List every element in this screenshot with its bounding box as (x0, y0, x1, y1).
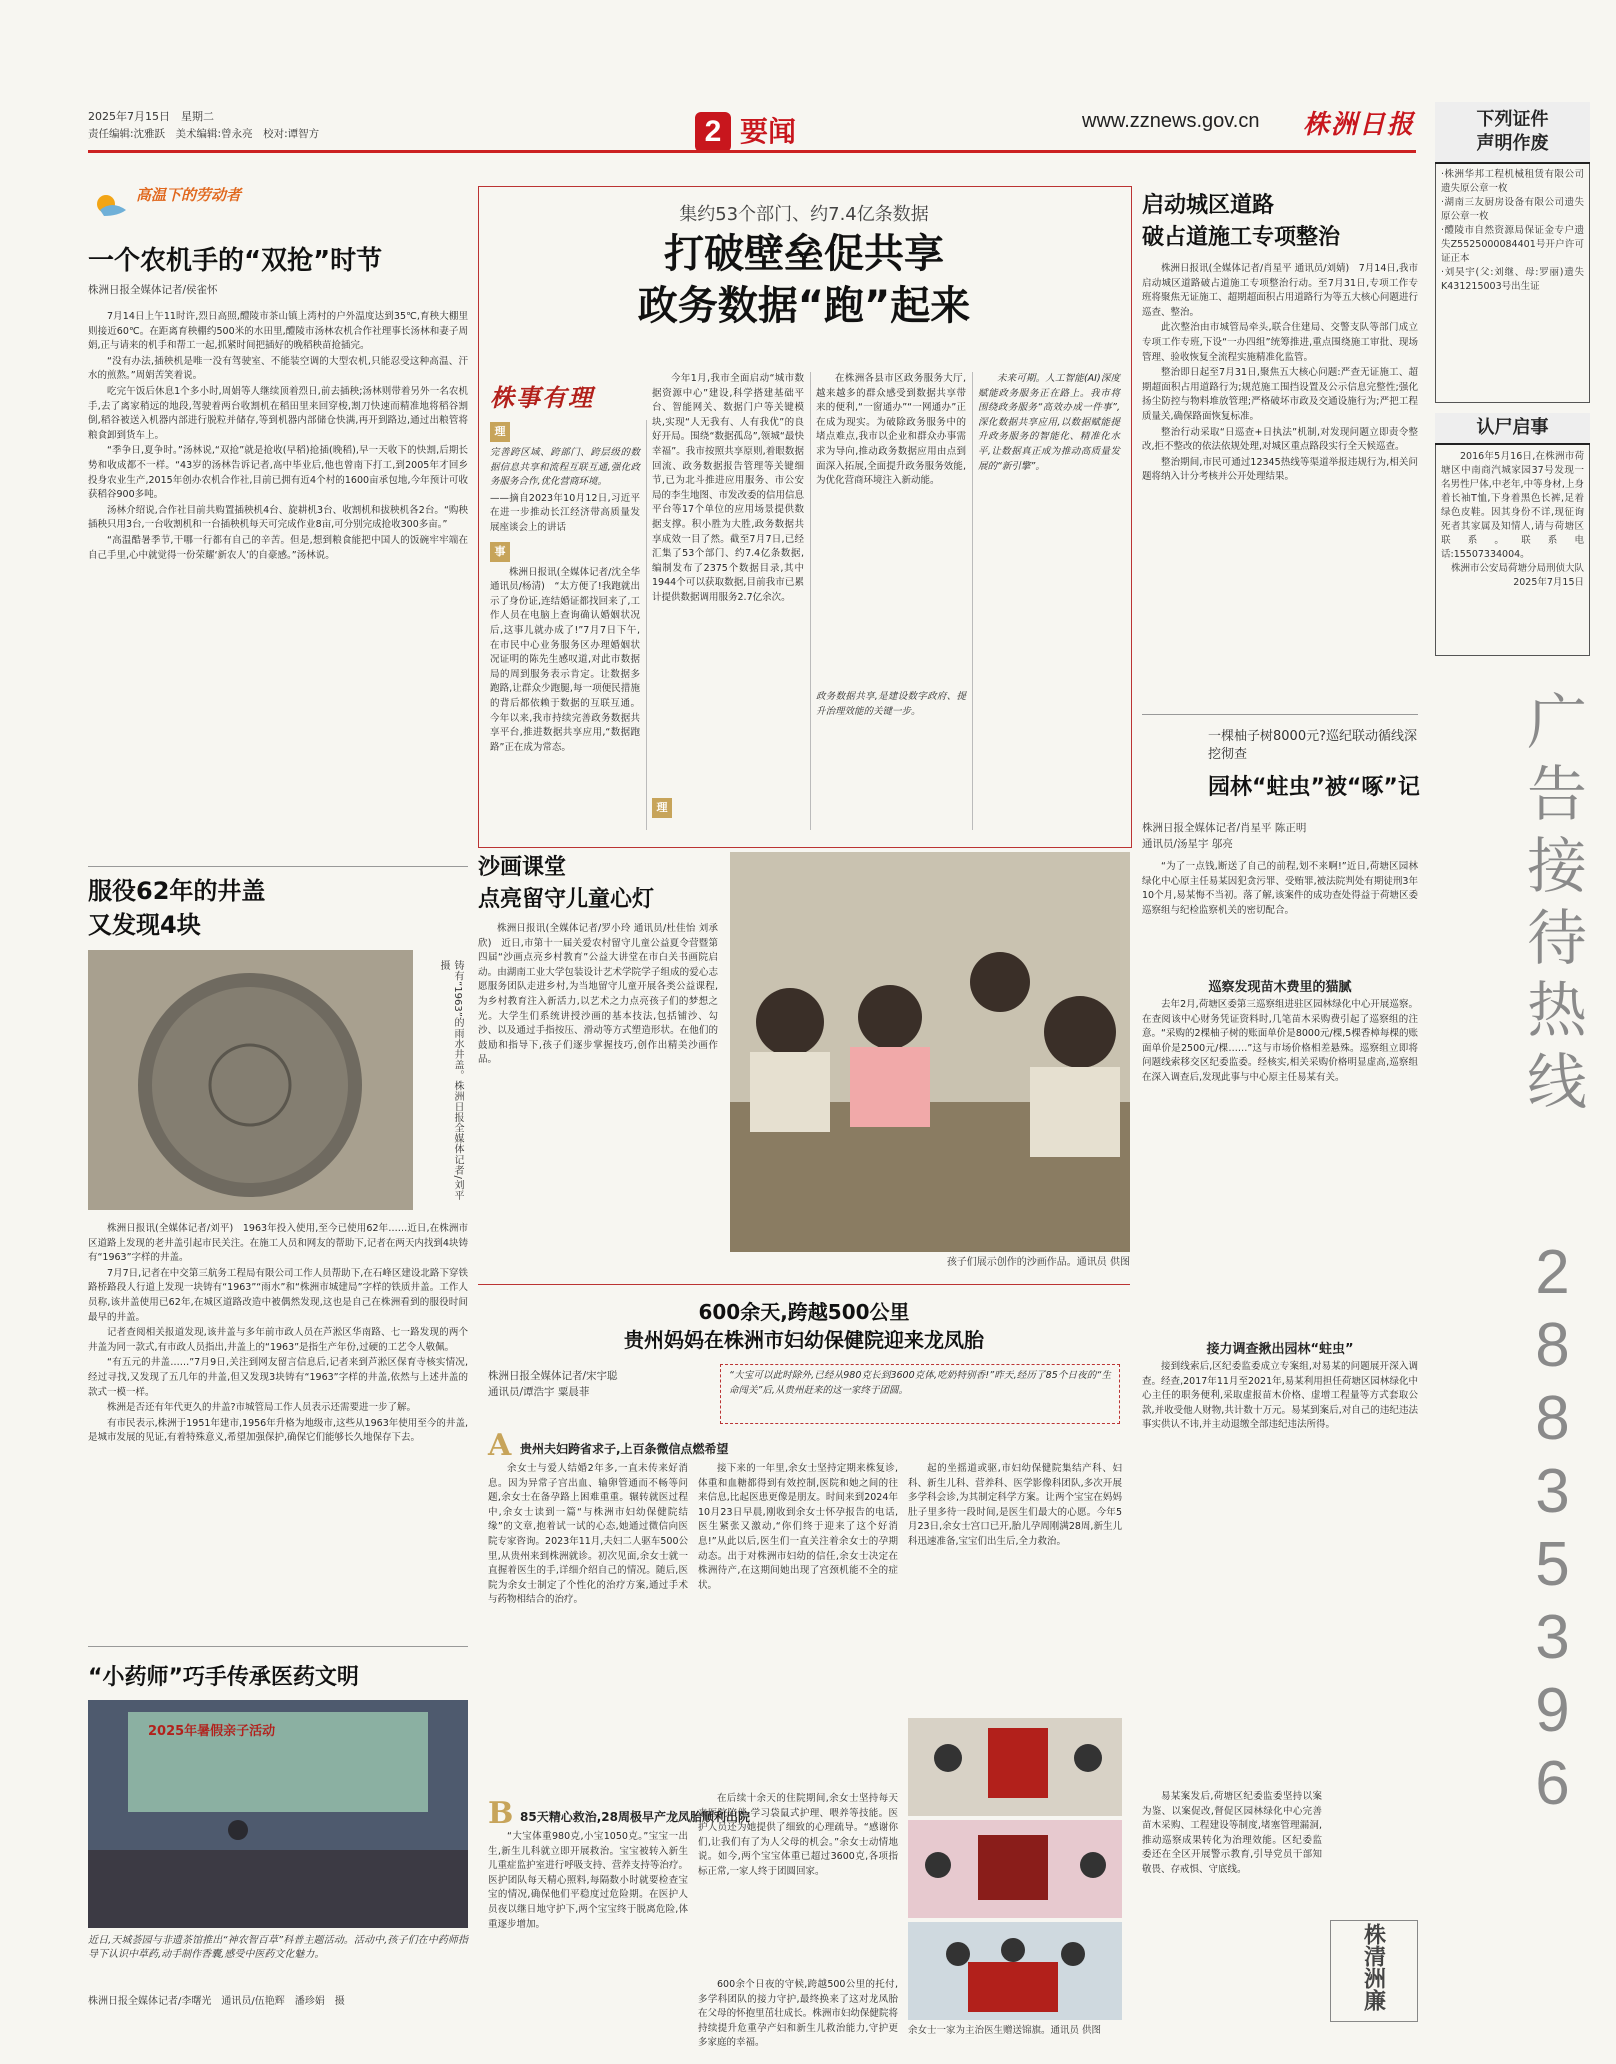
farmer-paragraph: 7月14日上午11时许,烈日高照,醴陵市茶山镇上湾村的户外温度达到35℃,育秧大棚里则接近60℃。在距离育秧棚约500米的水田里,醴陵市汤林农机合作社理事长汤林和妻子周娟,正与请来的机手和帮工一起,抓紧时间把插好的晚稻秧苗抢插完。 (88, 311, 468, 352)
pomelo-brand-box (1330, 1920, 1418, 2022)
data-story-col-1 (490, 420, 640, 830)
section-tag: 事 (490, 542, 510, 562)
section-tag: 理 (652, 798, 672, 818)
data-story-tag-3 (652, 796, 672, 818)
invalid-item: ·醴陵市自然资源局保证金专户遗失Z5525000084401号开户许可证正本 (1441, 225, 1584, 264)
hospital-section-a-letter: A (488, 1428, 512, 1463)
divider (646, 420, 647, 830)
hospital-box-top (478, 1284, 1130, 1285)
section-title: 要闻 (740, 115, 797, 148)
hospital-body-a1: 余女士与爱人结婚2年多,一直未传来好消息。因为异常子宫出血、输卵管通而不畅等问题,余女士在备孕路上困难重重。辗转就医过程中,余女士读到一篇“与株洲市妇幼保健院结缘”的文章,抱着试一试的心态,她通过微信向医院专家咨询。2023年11月,夫妇二人驱车500公里,从贵州来到株洲就诊。初次见面,余女士就一直握着医生的手,详细介绍自己的情况。随后,医院为余女士制定了个性化的治疗方案,通过手术与药物相结合的治疗。 (488, 1463, 688, 1606)
pomelo-body-a: “为了一点钱,断送了自己的前程,划不来啊!”近日,荷塘区园林绿化中心原主任易某因犯贪污罪、受贿罪,被法院判处有期徒刑3年10个月,易某悔不当初。落了解,该案件的成功查处得益于荷塘区委巡察组与纪检监察机关的密切配合。 (1142, 861, 1418, 916)
hospital-photo-1 (908, 1718, 1122, 1816)
data-story-closing: 政务数据共享,是建设数字政府、提升治理效能的关键一步。 (816, 691, 966, 717)
farmer-title: 一个农机手的“双抢”时节 (88, 246, 383, 276)
pomelo-byline: 株洲日报全媒体记者/肖星平 陈正明 通讯员/汤星宇 邬亮 (1142, 822, 1307, 850)
header-url[interactable]: www.zznews.gov.cn (1082, 110, 1260, 132)
divider (88, 866, 468, 867)
hospital-body-b2: 在后续十余天的住院期间,余女士坚持每天来医院陪伴,学习袋鼠式护理、喂养等技能。医护人员还为她提供了细致的心理疏导。“感谢你们,让我们有了为人父母的机会。”余女士动情地说。如今,两个宝宝体重已超过3600克,各项指标正常,一家人终于团圆回家。 (698, 1793, 898, 1877)
sand-body: 株洲日报讯(全媒体记者/罗小玲 通讯员/杜佳怡 刘承欣) 近日,市第十一届关爱农村留守儿童公益夏令营暨第四届“沙画点亮乡村教育”公益大讲堂在市白关书画院启动。由湖南工业大学包装设计艺术学院学子组成的爱心志愿服务团队走进乡村,为当地留守儿童开展各类公益课程,为乡村教育注入新活力,以艺术之力点亮孩子们的梦想之光。大学生们系统讲授沙画的基本技法,包括铺沙、勾沙、以及通过手指按压、滑动等方式塑造形状。在他们的鼓励和指导下,孩子们逐步掌握技巧,创作出精美沙画作品。 (478, 923, 718, 1066)
farmer-byline: 株洲日报全媒体记者/侯雀怀 (88, 284, 218, 296)
road-title: 启动城区道路 破占道施工专项整治 (1142, 193, 1341, 250)
invalid-item: ·株洲华邦工程机械租赁有限公司遗失原公章一枚 (1441, 169, 1584, 194)
hospital-photo-2 (908, 1820, 1122, 1918)
well-paragraph: 株洲是否还有年代更久的井盖?市城管局工作人员表示还需要进一步了解。 (107, 1402, 417, 1414)
hospital-quote-box (720, 1364, 1120, 1424)
road-body (1142, 262, 1418, 708)
farmer-paragraph: 汤林介绍说,合作社目前共购置插秧机4台、旋耕机3台、收割机和拔秧机各2台。“购秧插秧只用3台,一台收割机和一台插秧机每天可完成作业8亩,可分别完成抢收300多亩。” (88, 504, 468, 531)
well-paragraph: 7月7日,记者在中交第三航务工程局有限公司工作人员帮助下,在石峰区建设北路下穿铁路桥路段人行道上发现一块铸有“1963”“雨水”和“株洲市城建局”字样的铁质井盖。工作人员称,该井盖使用已62年,在城区道路改造中被偶然发现,这也是自己在株洲看到的服役时间最早的井盖。 (88, 1267, 468, 1323)
sand-title: 沙画课堂 点亮留守儿童心灯 (478, 855, 655, 912)
data-story-title-1: 打破壁垒促共享 (664, 231, 944, 277)
divider (88, 1646, 468, 1647)
farmer-paragraph: 吃完午饭后休息1个多小时,周娟等人继续顶着烈日,前去插秧;汤林则带着另外一名农机手,去了离家稍远的地段,驾驶着两台收割机在稻田里来回穿梭,割刀快速而精准地将稻谷割倒,稻谷被送入机器内部进行脱粒并储存,等到机器内部储仓快满,再开到路边,通过出粮管将粮食卸到货车上。 (88, 385, 468, 441)
pomelo-body-d: 易某案发后,荷塘区纪委监委坚持以案为鉴、以案促改,督促区园林绿化中心完善苗木采购、工程建设等制度,堵塞管理漏洞,推动巡察成果转化为治理效能。区纪委监委还在全区开展警示教育,引导党员干部知敬畏、存戒惧、守底线。 (1142, 1791, 1322, 1875)
page-number-badge (695, 112, 731, 152)
data-story-col-4: 未来可期。人工智能(AI)深度赋能政务服务正在路上。我市将围绕政务服务“高效办成一件事”,深化数据共享应用,以数据赋能提升政务服务的智能化、精准化水平,让数据真正成为推动高质量发展的“新引擎”。 (978, 373, 1120, 472)
road-paragraph: 整治即日起至7月31日,聚焦五大核心问题:严查无证施工、超期超面积占用道路行为;规范施工围挡设置及公示信息完整性;强化扬尘防控与物料堆放管理;严格破坏市政及交通设施行为;严把工程质量关,确保路面恢复标准。 (1142, 367, 1418, 422)
section-tag: 理 (490, 422, 510, 442)
data-story-lead: 完善跨区域、跨部门、跨层级的数据信息共享和流程互联互通,强化政务服务合作,优化营商环境。 (490, 447, 640, 488)
hospital-title-2: 贵州妈妈在株洲市妇幼保健院迎来龙凤胎 (624, 1328, 984, 1352)
data-story-col-2: 今年1月,我市全面启动“城市数据资源中心”建设,科学搭建基础平台、智能网关、数据门户等关键模块,实现“人无我有、人有我优”的良好开局。围绕“数据孤岛”,领城“最快幸福”。我市按照共享原则,着眼数据回流、政务数据报告管理等关键细节,已为北斗推进应用服务、市公安局的李生地图、市发改委的信用信息平台等17个单位的应用场景提供数据支撑。积小胜为大胜,政务数据共享成效一目了然。截至7月7日,已经汇集了53个部门、约7.4亿条数据,编制发布了2375个数据目录,其中1944个可以获取数据,目前我市已累计提供数据调用服务2.7亿余次。 (652, 373, 805, 603)
hospital-body-a2: 接下来的一年里,余女士坚持定期来株复诊,体重和血糖都得到有效控制,医院和她之间的往来信息,比起医患更像是朋友。时间来到2024年10月23日早晨,刚收到余女士怀孕报告的电话,医生紧张又激动,“你们终于迎来了这个好消息!”从此以后,医生们一直关注着余女士的孕期动态。出于对株洲市妇幼的信任,余女士决定在株洲待产,在这期间她出现了宫颈机能不全的症状。 (698, 1463, 898, 1591)
hospital-photo-3 (908, 1922, 1122, 2020)
hospital-body-b1: “大宝体重980克,小宝1050克。”宝宝一出生,新生儿科就立即开展救治。宝宝被转入新生儿重症监护室进行呼吸支持、营养支持等治疗。医护团队每天精心照料,每隔数小时就要检查宝宝的情况,确保他们平稳度过危险期。在医护人员夜以继日地守护下,两个宝宝终于脱离危险,体重逐步增加。 (488, 1831, 688, 1930)
body-claim-date: 2025年7月15日 (1513, 577, 1584, 588)
pomelo-kicker: 一棵柚子树8000元?巡纪联动循线深挖彻查 (1208, 729, 1417, 762)
invalid-notice-title: 下列证件 声明作废 (1435, 102, 1590, 164)
well-paragraph: “有五元的井盖……”7月9日,关注到网友留言信息后,记者来到芦淞区保育寺核实情况,经过寻找,又发现了五几年的井盖,但又发现3块铸有“1963”字样的井盖,依然与上述井盖的款式一模一样。 (88, 1357, 468, 1398)
body-claim-box (1435, 445, 1590, 656)
invalid-item: ·刘昊宇(父:刘继、母:罗丽)遗失K431215003号出生证 (1441, 267, 1584, 292)
pomelo-brand: 株清洲廉 (1360, 1923, 1387, 2011)
notice-column (1435, 102, 1590, 642)
farmer-paragraph: “季争日,夏争时。”汤林说,“双抢”就是抢收(早稻)抢插(晚稻),早一天收下的快割,后期长势和收成都不一样。“43岁的汤林告诉记者,高中毕业后,他也曾南下打工,到2005年才回乡投身农业生产,2015年创办农机合作社,目前已拥有近4个村的1600亩承包地,今年预计可收获稻谷900多吨。 (88, 445, 468, 501)
farmer-kicker: 高温下的劳动者 (136, 186, 242, 204)
road-paragraph: 株洲日报讯(全媒体记者/肖星平 通讯员/刘婧) 7月14日,我市启动城区道路破占道施工专项整治行动。至7月31日,专项工作专班将聚焦无证施工、超期超面积占用道路行为等五大核心问题进行巡查、整治。 (1142, 263, 1418, 318)
ad-hotline-number[interactable]: 28835396 (1518, 1238, 1587, 1822)
data-story-title-2: 政务数据“跑”起来 (637, 283, 971, 329)
hospital-body-a3: 起的坐摇道或驱,市妇幼保健院集结产科、妇科、新生儿科、营养科、医学影像科团队,多次开展多学科会诊,为其制定科学方案。让两个宝宝在妈妈肚子里多待一段时间,是医生们最大的心愿。今年5月23日,余女士宫口已开,胎儿孕周刚满28周,新生儿科迅速准备,宝宝们出生后,全力救治。 (908, 1463, 1122, 1547)
farmer-kicker-icon (92, 190, 132, 220)
pomelo-title: 园林“蛀虫”被“啄”记 (1208, 775, 1420, 800)
well-body (88, 1222, 468, 1642)
data-story-subtitle: 集约53个部门、约7.4亿条数据 (679, 204, 929, 225)
hospital-sub-a: 贵州夫妇跨省求子,上百条微信点燃希望 (520, 1442, 729, 1456)
data-story-brand: 株事有理 (490, 383, 594, 412)
header-rule (88, 150, 1416, 153)
well-paragraph: 记者查阅相关报道发现,该井盖与多年前市政人员在芦淞区华南路、七一路发现的两个井盖为同一款式,有市政人员指出,井盖上的“1963”是指生产年份,过硬的工艺令人敬佩。 (88, 1327, 468, 1353)
pomelo-body-b: 去年2月,荷塘区委第三巡察组进驻区园林绿化中心开展巡察。在查阅该中心财务凭证资料时,几笔苗木采购费引起了巡察组的注意。“采购的2棵柚子树的账面单价是8000元/棵,5棵香樟每棵的账面单价是2500元/棵……”这与市场价格相差悬殊。巡察组立即将问题线索移交区纪委监委。经核实,相关采购价格明显虚高,巡察组在深入调查后,发现此事与中心原主任易某有关。 (1142, 999, 1418, 1083)
masthead-logo: 株洲日报 (1303, 110, 1416, 140)
sand-caption: 孩子们展示创作的沙画作品。通讯员 供图 (946, 1257, 1130, 1268)
farmer-body (88, 310, 468, 862)
sand-photo (730, 852, 1130, 1252)
body-claim-title: 认尸启事 (1435, 413, 1590, 445)
medicine-credit: 株洲日报全媒体记者/李曙光 通讯员/伍艳辉 潘珍娟 摄 (88, 1996, 345, 2007)
medicine-photo (88, 1700, 468, 1928)
hospital-title-1: 600余天,跨越500公里 (698, 1300, 910, 1324)
pomelo-body-c: 接到线索后,区纪委监委成立专案组,对易某的问题展开深入调查。经查,2017年11月至2021年,易某利用担任荷塘区园林绿化中心主任的职务便利,采取虚报苗木价格、虚增工程量等方式套取公款,并收受他人财物,共计数十万元。易某到案后,对自己的违纪违法事实供认不讳,并主动退缴全部违纪违法所得。 (1142, 1361, 1418, 1431)
road-paragraph: 整治行动采取“日巡查+日执法”机制,对发现问题立即责令整改,拒不整改的依法依规处理,对城区重点路段实行全天候巡查。 (1142, 426, 1418, 453)
body-claim-text: 2016年5月16日,在株洲市荷塘区中南商汽城家园37号发现一名男性尸体,中老年,中等身材,上身着长袖T恤,下身着黑色长裤,足着绿色皮鞋。因其身份不详,现征询死者其家属及知情人,请与荷塘区联系。联系电话:15507334004。 (1441, 451, 1584, 560)
divider (1142, 714, 1418, 715)
header-editors: 责任编辑:沈雅跃 美术编辑:曾永亮 校对:谭智方 (88, 128, 320, 140)
invalid-item: ·湖南三友厨房设备有限公司遗失原公章一枚 (1441, 197, 1584, 222)
data-story-lead-source: ——摘自2023年10月12日,习近平在进一步推动长江经济带高质量发展座谈会上的讲话 (490, 492, 640, 533)
farmer-paragraph: “没有办法,插秧机是唯一没有驾驶室、不能装空调的大型农机,只能忍受这种高温、汗水的煎熬。”周娟苦笑着说。 (88, 355, 468, 382)
road-paragraph: 此次整治由市城管局牵头,联合住建局、交警支队等部门成立专项工作专班,下设“一办四组”统筹推进,重点围绕施工审批、现场管理、验收恢复全流程实施精准化监管。 (1142, 322, 1418, 363)
medicine-title: “小药师”巧手传承医药文明 (88, 1665, 359, 1690)
hospital-byline: 株洲日报全媒体记者/宋宇聪 通讯员/谭浩宇 粟晨菲 (488, 1370, 618, 1398)
pomelo-sub-b: 接力调查揪出园林“蛀虫” (1206, 1342, 1354, 1357)
well-paragraph: 株洲日报讯(全媒体记者/刘平) 1963年投入使用,至今已使用62年……近日,在株洲市区道路上发现的老井盖引起市民关注。在施工人员和网友的帮助下,记者在两天内找到4块铸有“1963”字样的井盖。 (88, 1223, 468, 1264)
hospital-photo-caption: 余女士一家为主治医生赠送锦旗。通讯员 供图 (908, 2025, 1102, 2036)
hospital-body-b3: 600余个日夜的守候,跨越500公里的托付,多学科团队的接力守护,最终换来了这对龙凤胎在父母的怀抱里茁壮成长。株洲市妇幼保健院将持续提升危重孕产妇和新生儿救治能力,守护更多家庭的幸福。 (698, 1979, 898, 2049)
header-date: 2025年7月15日 星期二 (88, 110, 214, 123)
divider (810, 372, 811, 830)
invalid-notice-list (1435, 164, 1590, 403)
data-story-body-a: 株洲日报讯(全媒体记者/沈全华 通讯员/杨清) “太方便了!我跑就出示了身份证,连结婚证都找回来了,工作人员在电脑上查询确认婚姻状况后,这事儿就办成了!”7月7日下午,在市民中心业务服务区办理婚姻状况证明的陈先生感叹道,对此市数据局的周到服务表示肯定。让数据多跑路,让群众少跑腿,每一项便民措施的背后都依赖于数据的互联互通。今年以来,我市持续完善政务数据共享平台,推进数据共享应用,“数据跑路”正在成为常态。 (490, 566, 640, 753)
data-story-col-3: 在株洲各县市区政务服务大厅,越来越多的群众感受到数据共享带来的便利,“一窗通办”“一网通办”正在成为现实。为破除政务服务中的堵点难点,我市以企业和群众办事需求为导向,推动政务数据应用由点到面深入拓展,全面提升政务服务效能,为优化营商环境注入新动能。 (816, 373, 966, 487)
farmer-paragraph: “高温酷暑季节,干哪一行都有自己的辛苦。但是,想到粮食能把中国人的饭碗牢牢端在自己手里,心中就觉得一份荣耀‘新农人’的自豪感。”汤林说。 (88, 534, 468, 561)
well-paragraph: 有市民表示,株洲于1951年建市,1956年升格为地级市,这些从1963年使用至今的井盖,是城市发展的见证,有着特殊意义,希望加强保护,确保它们能够长久地保存下去。 (88, 1417, 468, 1444)
hospital-sub-b: 85天精心救治,28周极早产龙凤胎顺利出院 (520, 1810, 750, 1824)
medicine-caption: 近日,天城荟园与非遗茶馆推出“神农智百草”科普主题活动。活动中,孩子们在中药师指导下认识中草药,动手制作香囊,感受中医药文化魅力。 (88, 1935, 468, 1960)
body-claim-sign: 株洲市公安局荷塘分局刑侦大队 (1450, 563, 1584, 574)
page-number: 2 (704, 115, 722, 148)
well-title: 服役62年的井盖 又发现4块 (88, 877, 266, 939)
divider (972, 372, 973, 830)
pomelo-sub-a: 巡察发现苗木费里的猫腻 (1208, 980, 1352, 995)
hospital-section-b-letter: B (488, 1796, 514, 1831)
ad-hotline-label: 广告接待热线 (1517, 690, 1587, 1122)
medicine-screen-text: 2025年暑假亲子活动 (148, 1724, 276, 1739)
road-paragraph: 整治期间,市民可通过12345热线等渠道举报违规行为,相关问题将纳入计分考核并公开处理结果。 (1142, 456, 1418, 483)
well-cover-photo (88, 950, 413, 1210)
well-photo-caption: 铸有“1963”的雨水井盖。株洲日报全媒体记者/刘平 摄 (438, 960, 463, 1200)
hospital-quote: “大宝可以此时除外,已经从980克长到3600克体,吃奶特别香!”昨天,经历了85个日夜的“生命闯关”后,从贵州赶来的这一家终于团圆。 (729, 1370, 1111, 1396)
